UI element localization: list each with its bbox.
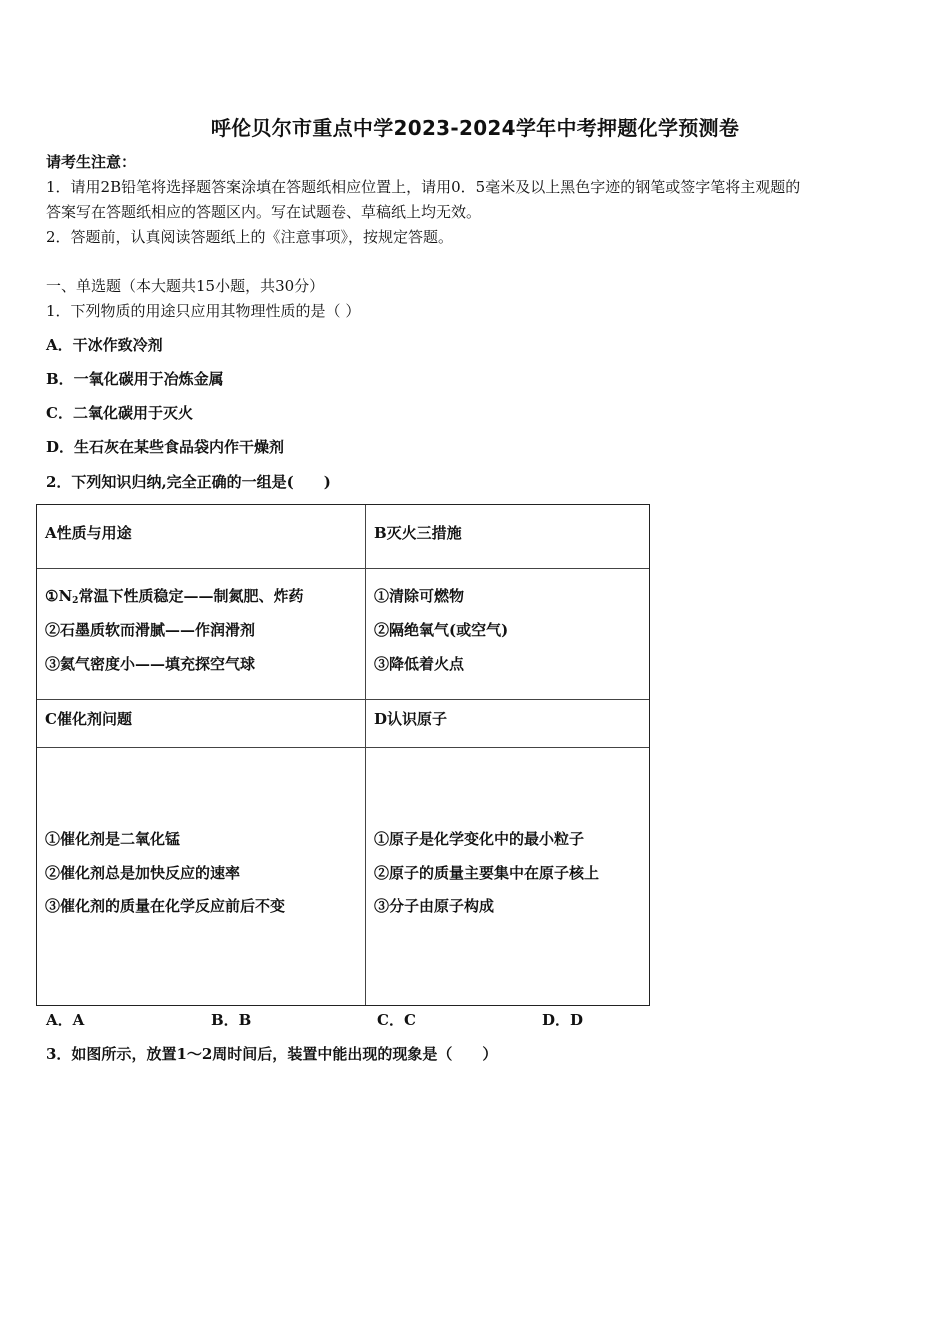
cell-c-item-3: ③催化剂的质量在化学反应前后不变 [45,897,286,915]
question-2-option-b: B．B [211,1011,252,1029]
table-row-divider [37,699,649,700]
cell-a-item-3: ③氦气密度小——填充探空气球 [45,655,256,673]
cell-d-item-1: ①原子是化学变化中的最小粒子 [374,830,585,848]
cell-d-heading: D认识原子 [374,710,448,728]
notice-line-1a: 1．请用2B铅笔将选择题答案涂填在答题纸相应位置上，请用0．5毫米及以上黑色字迹的钢笔或签字笔将主观题的 [46,178,801,196]
notice-line-1b: 答案写在答题纸相应的答题区内。写在试题卷、草稿纸上均无效。 [46,203,482,221]
cell-b-item-3: ③降低着火点 [374,655,465,673]
table-row-divider [37,747,649,748]
table-row-divider [37,568,649,569]
cell-c-item-2: ②催化剂总是加快反应的速率 [45,864,241,882]
cell-d-item-2: ②原子的质量主要集中在原子核上 [374,864,600,882]
knowledge-table [36,504,650,1006]
cell-b-item-2: ②隔绝氧气(或空气) [374,621,509,639]
cell-b-item-1: ①清除可燃物 [374,587,465,605]
question-1-option-a: A．干冰作致冷剂 [46,336,163,354]
cell-a-heading: A性质与用途 [45,524,132,542]
cell-d-item-3: ③分子由原子构成 [374,897,495,915]
notice-heading: 请考生注意： [46,153,137,171]
cell-c-item-1: ①催化剂是二氧化锰 [45,830,181,848]
question-2-option-c: C．C [377,1011,416,1029]
section-heading: 一、单选题（本大题共15小题，共30分） [46,277,325,295]
cell-a-item-2: ②石墨质软而滑腻——作润滑剂 [45,621,256,639]
question-2-option-d: D．D [542,1011,584,1029]
cell-a-item-1: $①N_2$常温下性质稳定——制氮肥、炸药 [45,587,304,606]
exam-title: 呼伦贝尔市重点中学2023-2024学年中考押题化学预测卷 [210,116,740,140]
question-1-option-d: D．生石灰在某些食品袋内作干燥剂 [46,438,285,456]
question-3-stem: 3．如图所示，放置1～2周时间后，装置中能出现的现象是（ ） [46,1045,498,1063]
question-2-option-a: A．A [46,1011,85,1029]
cell-c-heading: C催化剂问题 [45,710,132,728]
table-column-divider [365,505,366,1005]
question-2-stem: 2．下列知识归纳,完全正确的一组是( ) [46,473,331,491]
question-1-option-b: B．一氧化碳用于冶炼金属 [46,370,224,388]
notice-line-2: 2．答题前，认真阅读答题纸上的《注意事项》，按规定答题。 [46,228,454,246]
question-1-option-c: C．二氧化碳用于灭火 [46,404,193,422]
cell-b-heading: B灭火三措施 [374,524,462,542]
question-1-stem: 1．下列物质的用途只应用其物理性质的是（ ） [46,302,361,320]
